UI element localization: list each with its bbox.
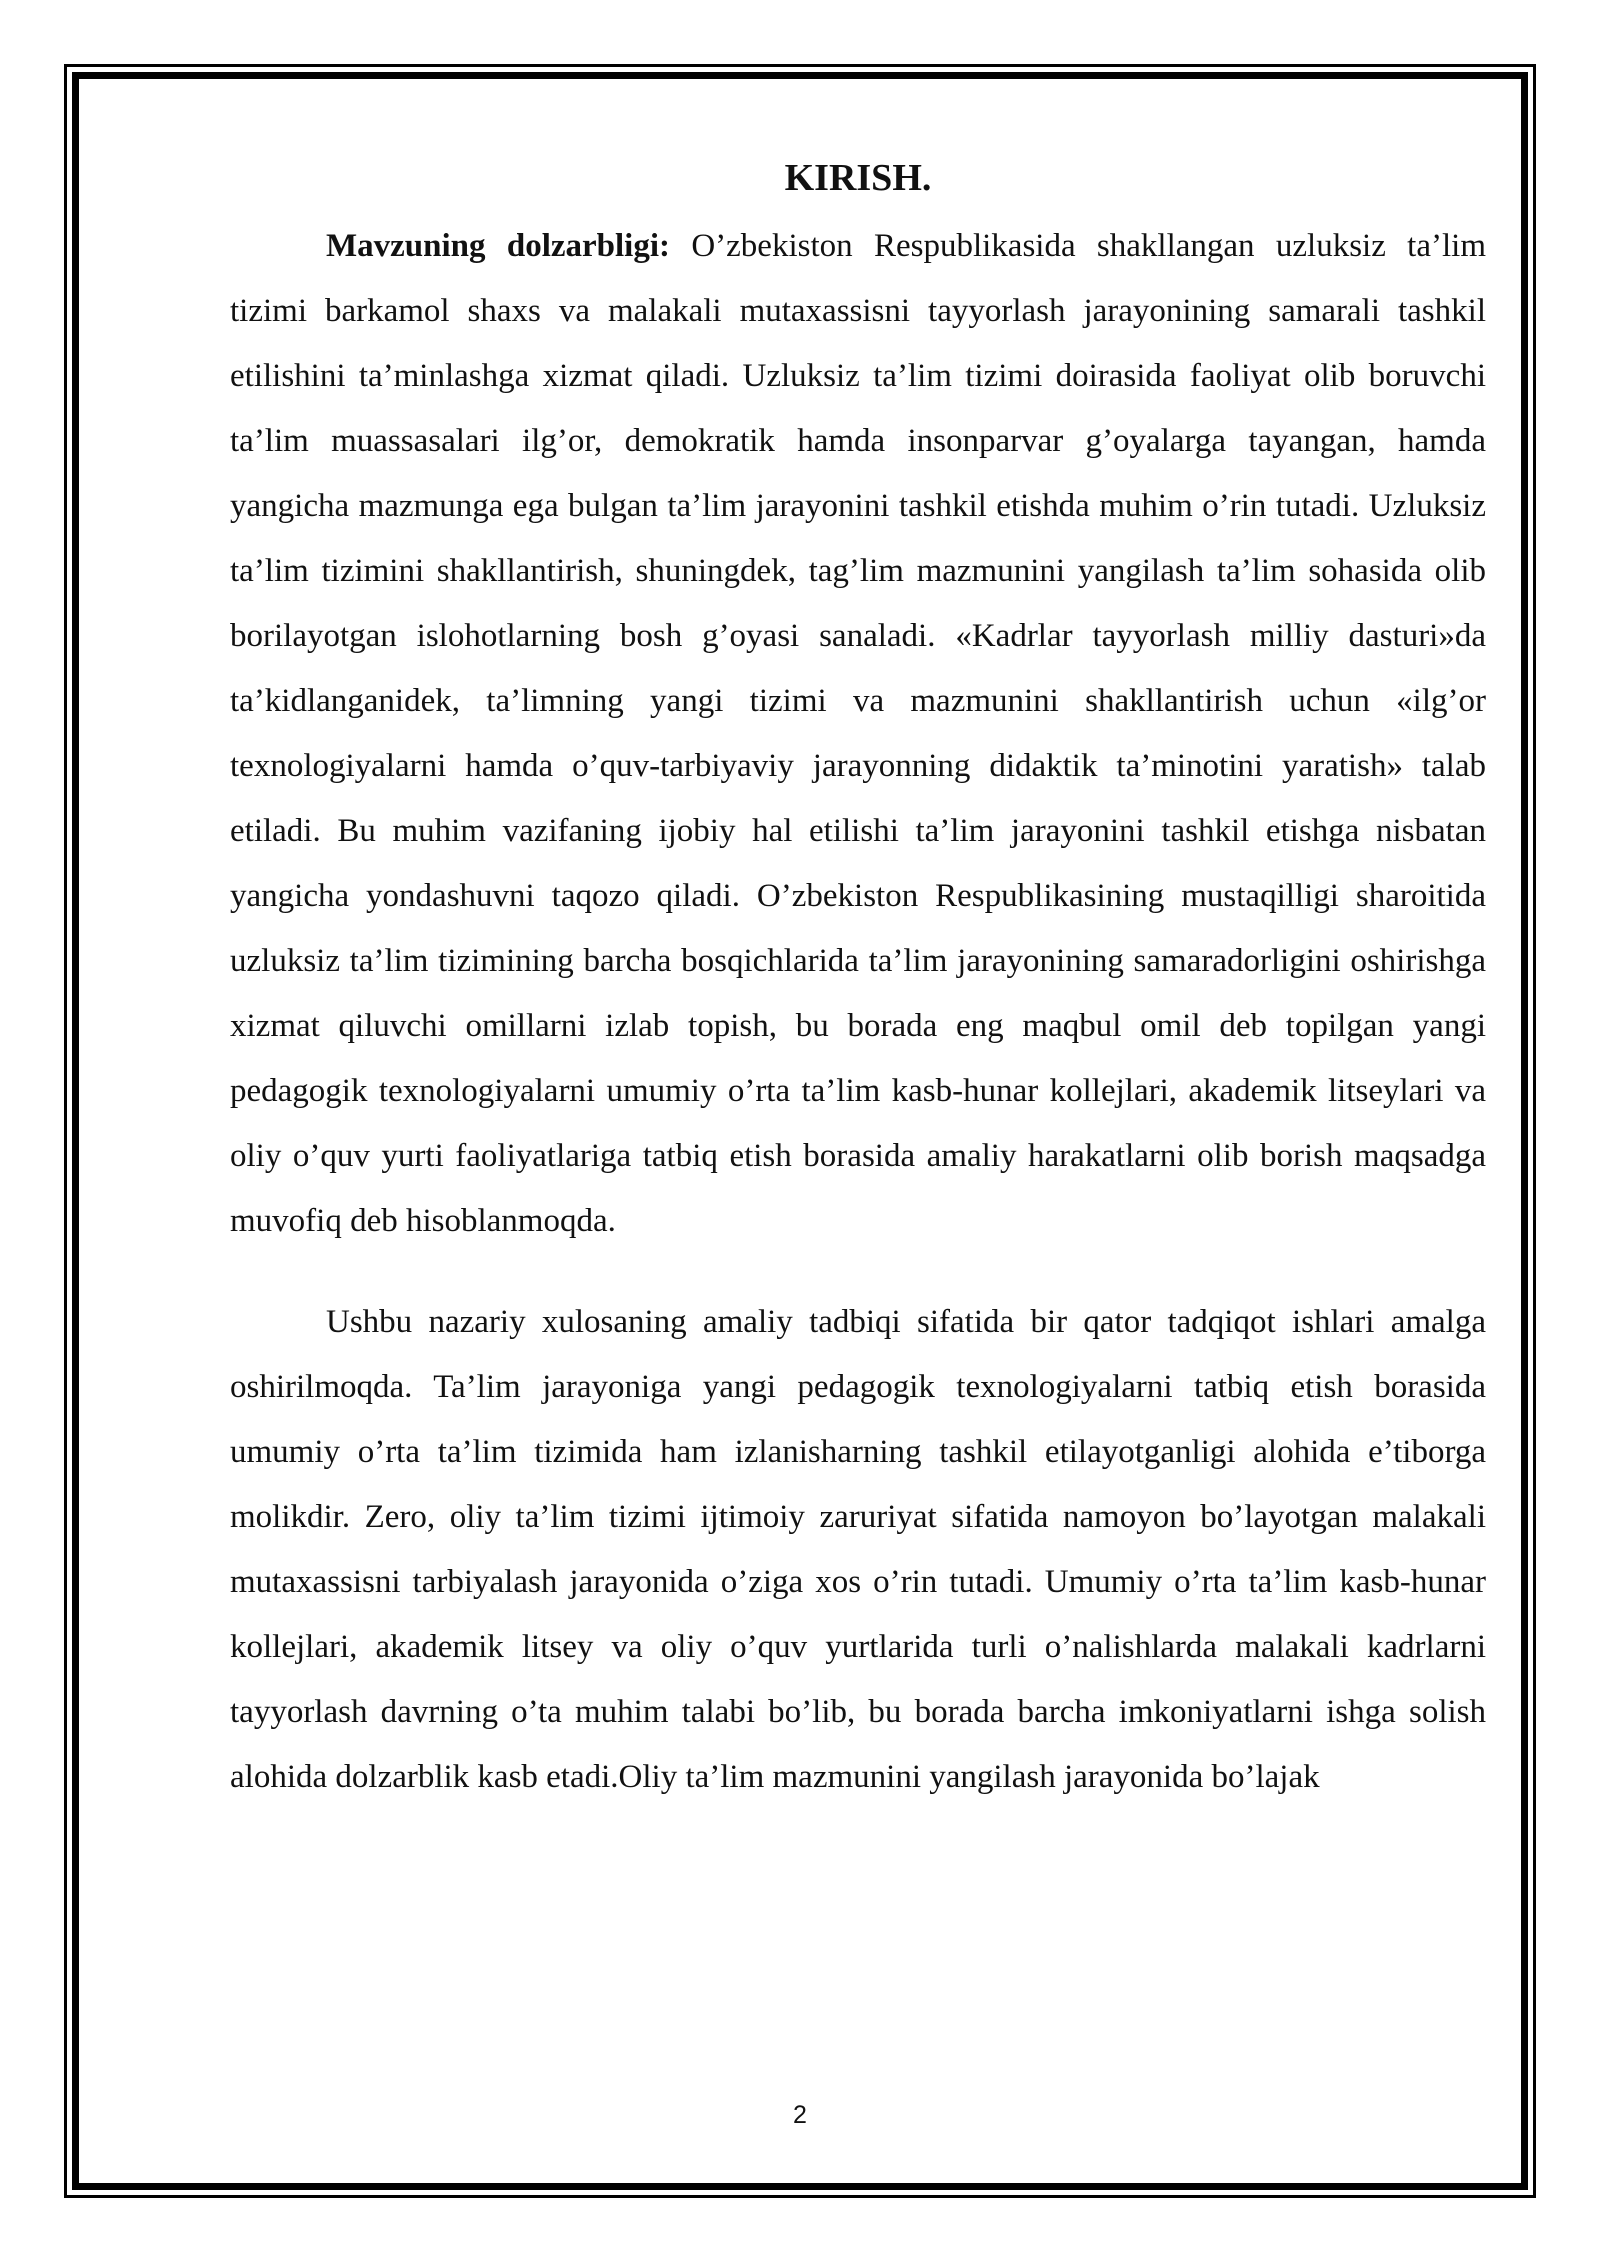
- document-body: [230, 148, 1486, 1810]
- page-number: 2: [793, 2101, 807, 2129]
- page-title: KIRISH.: [784, 157, 932, 199]
- paragraph-relevance: [230, 214, 1486, 1254]
- paragraph-lead-label: Mavzuning dolzarbligi:: [326, 228, 671, 264]
- paragraph-text: O’zbekiston Respublikasida shakllangan uzluksiz ta’lim tizimi barkamol shaxs va malakali mutaxassisni tayyorlash jarayonining samarali tashkil etilishini ta’minlashga xizmat qiladi. Uzluksiz ta’lim tizimi doirasida faoliyat olib boruvchi ta’lim muassasalari ilg’or, demokratik hamda insonparvar g’oyalarga tayangan, hamda yangicha mazmunga ega bulgan ta’lim jarayonini tashkil etishda muhim o’rin tutadi. Uzluksiz ta’lim tizimini shakllantirish, shuningdek, tag’lim mazmunini yangilash ta’lim sohasida olib borilayotgan islohotlarning bosh g’oyasi sanaladi. «Kadrlar tayyorlash milliy dasturi»da ta’kidlanganidek, ta’limning yangi tizimi va mazmunini shakllantirish uchun «ilg’or texnologiyalarni hamda o’quv-tarbiyaviy jarayonning didaktik ta’minotini yaratish» talab etiladi. Bu muhim vazifaning ijobiy hal etilishi ta’lim jarayonini tashkil etishga nisbatan yangicha yondashuvni taqozo qiladi. O’zbekiston Respublikasining mustaqilligi sharoitida uzluksiz ta’lim tizimining barcha bosqichlarida ta’lim jarayonining samaradorligini oshirishga xizmat qiluvchi omillarni izlab topish, bu borada eng maqbul omil deb topilgan yangi pedagogik texnologiyalarni umumiy o’rta ta’lim kasb-hunar kollejlari, akademik litseylari va oliy o’quv yurti faoliyatlariga tatbiq etish borasida amaliy harakatlarni olib borish maqsadga muvofiq deb hisoblanmoqda.: [230, 228, 1486, 1239]
- paragraph-text: Ushbu nazariy xulosaning amaliy tadbiqi sifatida bir qator tadqiqot ishlari amalga oshirilmoqda. Ta’lim jarayoniga yangi pedagogik texnologiyalarni tatbiq etish borasida umumiy o’rta ta’lim tizimida ham izlanisharning tashkil etilayotganligi alohida e’tiborga molikdir. Zero, oliy ta’lim tizimi ijtimoiy zaruriyat sifatida namoyon bo’layotgan malakali mutaxassisni tarbiyalash jarayonida o’ziga xos o’rin tutadi. Umumiy o’rta ta’lim kasb-hunar kollejlari, akademik litsey va oliy o’quv yurtlarida turli o’nalishlarda malakali kadrlarni tayyorlash davrning o’ta muhim talabi bo’lib, bu borada barcha imkoniyatlarni ishga solish alohida dolzarblik kasb etadi.Oliy ta’lim mazmunini yangilash jarayonida bo’lajak: [230, 1304, 1486, 1795]
- paragraph-practical: [230, 1290, 1486, 1810]
